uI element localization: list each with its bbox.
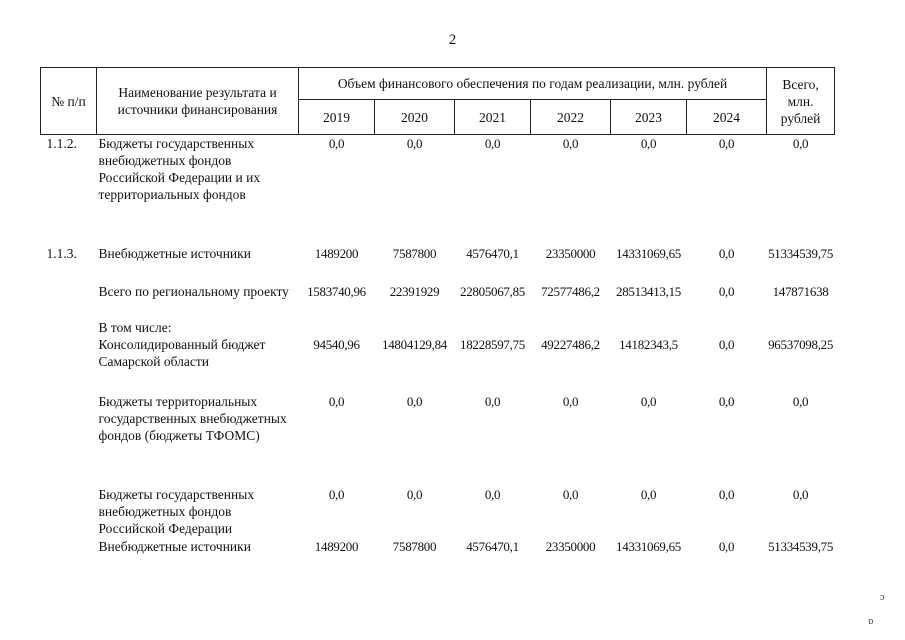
row-value: 0,0 xyxy=(718,136,735,151)
row-number: 1.1.3. xyxy=(46,245,77,261)
row-total: 51334539,75 xyxy=(768,245,834,261)
row-total: 0,0 xyxy=(792,486,809,502)
header-year: 2024 xyxy=(687,100,767,135)
row-name: Бюджеты государственных внебюджетных фондов Российской Федерации и их территориальных фондов xyxy=(98,136,261,202)
row-value: 0,0 xyxy=(484,486,501,502)
row-value: 14182343,5 xyxy=(619,336,678,352)
row-name: Всего по региональному проекту xyxy=(98,283,289,299)
row-name: Консолидированный бюджет Самарской области xyxy=(98,336,266,369)
header-year: 2022 xyxy=(531,100,611,135)
row-value: 0,0 xyxy=(406,393,423,409)
row-total: 147871638 xyxy=(772,283,829,299)
row-value: 1583740,96 xyxy=(307,283,366,299)
table-row xyxy=(41,538,835,558)
table-row xyxy=(41,319,835,336)
row-value: 0,0 xyxy=(640,393,657,409)
row-value: 7587800 xyxy=(392,245,437,261)
table-row xyxy=(41,135,835,245)
row-value: 0,0 xyxy=(484,393,501,409)
row-value: 0,0 xyxy=(328,393,345,409)
row-number xyxy=(41,393,97,486)
row-value: 23350000 xyxy=(545,245,596,261)
row-total: 96537098,25 xyxy=(768,336,834,352)
header-year: 2019 xyxy=(299,100,375,135)
table-row xyxy=(41,486,835,538)
row-value: 0,0 xyxy=(406,486,423,502)
table-row xyxy=(41,336,835,393)
financing-table xyxy=(40,67,835,558)
row-number xyxy=(41,336,97,393)
row-name: В том числе: xyxy=(98,319,172,335)
row-number xyxy=(41,486,97,538)
header-year: 2020 xyxy=(375,100,455,135)
row-value: 94540,96 xyxy=(313,336,360,352)
row-value: 0,0 xyxy=(718,393,735,409)
row-value: 0,0 xyxy=(328,486,345,502)
table-row xyxy=(41,283,835,319)
row-value xyxy=(299,319,375,336)
row-value: 22805067,85 xyxy=(460,283,525,299)
row-value: 0,0 xyxy=(484,136,501,151)
row-value: 14331069,65 xyxy=(616,538,681,554)
row-value: 14804129,84 xyxy=(382,336,447,352)
row-value: 22391929 xyxy=(389,283,440,299)
row-value: 49227486,2 xyxy=(541,336,600,352)
row-value xyxy=(375,319,455,336)
row-value: 0,0 xyxy=(718,336,735,352)
scan-speck: ɔ xyxy=(880,592,885,603)
header-year: 2021 xyxy=(455,100,531,135)
row-value: 0,0 xyxy=(718,538,735,554)
row-value: 0,0 xyxy=(562,136,579,151)
row-value xyxy=(455,319,531,336)
row-value: 0,0 xyxy=(640,486,657,502)
row-name: Бюджеты государственных внебюджетных фондов Российской Федерации xyxy=(98,486,255,536)
row-value: 0,0 xyxy=(562,393,579,409)
row-value: 1489200 xyxy=(314,245,359,261)
row-value: 0,0 xyxy=(640,136,657,151)
row-value: 1489200 xyxy=(314,538,359,554)
row-total xyxy=(767,319,835,336)
header-num: № п/п xyxy=(41,68,97,135)
row-value xyxy=(687,319,767,336)
table-row xyxy=(41,393,835,486)
scan-speck: ɒ xyxy=(868,616,874,627)
row-number xyxy=(41,538,97,558)
row-value: 0,0 xyxy=(718,486,735,502)
row-value xyxy=(531,319,611,336)
row-value: 0,0 xyxy=(406,136,423,151)
row-number xyxy=(41,283,97,319)
row-value: 0,0 xyxy=(718,245,735,261)
row-total: 0,0 xyxy=(792,136,809,151)
header-year: 2023 xyxy=(611,100,687,135)
header-total: Всего, млн. рублей xyxy=(767,68,835,135)
row-total: 0,0 xyxy=(792,393,809,409)
table-row xyxy=(41,245,835,283)
row-value: 0,0 xyxy=(718,283,735,299)
page-number: 2 xyxy=(448,32,457,48)
row-value xyxy=(611,319,687,336)
row-value: 0,0 xyxy=(562,486,579,502)
row-value: 18228597,75 xyxy=(460,336,525,352)
header-name: Наименование результата и источники финансирования xyxy=(97,68,299,135)
row-number xyxy=(41,319,97,336)
row-name: Внебюджетные источники xyxy=(98,538,251,554)
row-value: 4576470,1 xyxy=(466,245,519,261)
row-value: 7587800 xyxy=(392,538,437,554)
row-total: 51334539,75 xyxy=(768,538,834,554)
row-value: 23350000 xyxy=(545,538,596,554)
row-value: 14331069,65 xyxy=(616,245,681,261)
row-name: Внебюджетные источники xyxy=(98,245,251,261)
row-value: 4576470,1 xyxy=(466,538,519,554)
row-number: 1.1.2. xyxy=(46,136,77,151)
row-value: 0,0 xyxy=(328,136,345,151)
row-name: Бюджеты территориальных государственных внебюджетных фондов (бюджеты ТФОМС) xyxy=(98,393,287,443)
row-value: 28513413,15 xyxy=(616,283,681,299)
header-volume: Объем финансового обеспечения по годам реализации, млн. рублей xyxy=(299,68,767,100)
row-value: 72577486,2 xyxy=(541,283,600,299)
